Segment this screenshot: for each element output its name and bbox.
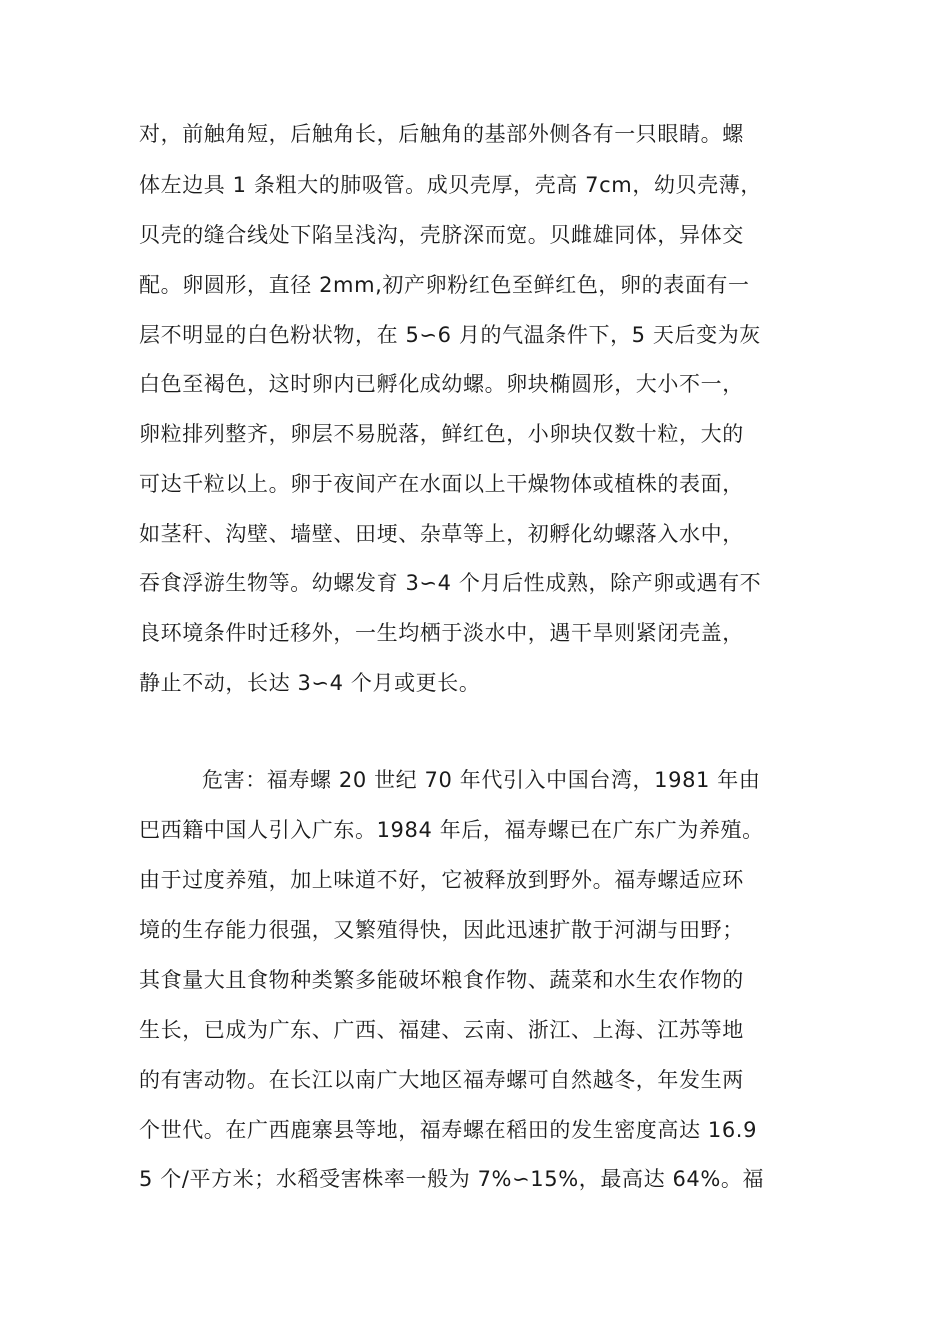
paragraph-1-line-8: 可达千粒以上。卵于夜间产在水面以上干燥物体或植株的表面， — [139, 472, 744, 496]
paragraph-1-line-5: 层不明显的白色粉状物，在 5∽6 月的气温条件下，5 天后变为灰 — [139, 323, 761, 347]
paragraph-1-line-10: 吞食浮游生物等。幼螺发育 3∽4 个月后性成熟，除产卵或遇有不 — [139, 571, 762, 595]
paragraph-1-line-4: 配。卵圆形，直径 2mm,初产卵粉红色至鲜红色，卵的表面有一 — [139, 273, 750, 297]
paragraph-1-line-3: 贝壳的缝合线处下陷呈浅沟，壳脐深而宽。贝雌雄同体，异体交 — [139, 223, 744, 247]
paragraph-2-line-2: 巴西籍中国人引入广东。1984 年后，福寿螺已在广东广为养殖。 — [139, 818, 764, 842]
paragraph-2-line-6: 生长，已成为广东、广西、福建、云南、浙江、上海、江苏等地 — [139, 1018, 744, 1042]
paragraph-1-line-2: 体左边具 1 条粗大的肺吸管。成贝壳厚，壳高 7cm，幼贝壳薄， — [139, 173, 762, 197]
paragraph-2-line-3: 由于过度养殖，加上味道不好，它被释放到野外。福寿螺适应环 — [139, 868, 744, 892]
paragraph-1-line-1: 对，前触角短，后触角长，后触角的基部外侧各有一只眼睛。螺 — [139, 122, 744, 146]
paragraph-2-line-4: 境的生存能力很强，又繁殖得快，因此迅速扩散于河湖与田野； — [139, 918, 744, 942]
paragraph-1-line-9: 如茎秆、沟壁、墙壁、田埂、杂草等上，初孵化幼螺落入水中， — [139, 522, 744, 546]
paragraph-2-line-8: 个世代。在广西鹿寨县等地，福寿螺在稻田的发生密度高达 16.9 — [139, 1118, 758, 1142]
paragraph-2-line-9: 5 个/平方米；水稻受害株率一般为 7%∽15%，最高达 64%。福 — [139, 1167, 765, 1191]
paragraph-2-line-7: 的有害动物。在长江以南广大地区福寿螺可自然越冬，年发生两 — [139, 1068, 744, 1092]
paragraph-1-line-11: 良环境条件时迁移外，一生均栖于淡水中，遇干旱则紧闭壳盖， — [139, 621, 744, 645]
paragraph-2-line-1: 危害：福寿螺 20 世纪 70 年代引入中国台湾，1981 年由 — [202, 768, 761, 792]
paragraph-1-line-7: 卵粒排列整齐，卵层不易脱落，鲜红色，小卵块仅数十粒，大的 — [139, 422, 744, 446]
paragraph-1-line-12: 静止不动，长达 3∽4 个月或更长。 — [139, 671, 481, 695]
paragraph-1-line-6: 白色至褐色，这时卵内已孵化成幼螺。卵块椭圆形，大小不一， — [139, 372, 744, 396]
paragraph-2-line-5: 其食量大且食物种类繁多能破坏粮食作物、蔬菜和水生农作物的 — [139, 968, 744, 992]
